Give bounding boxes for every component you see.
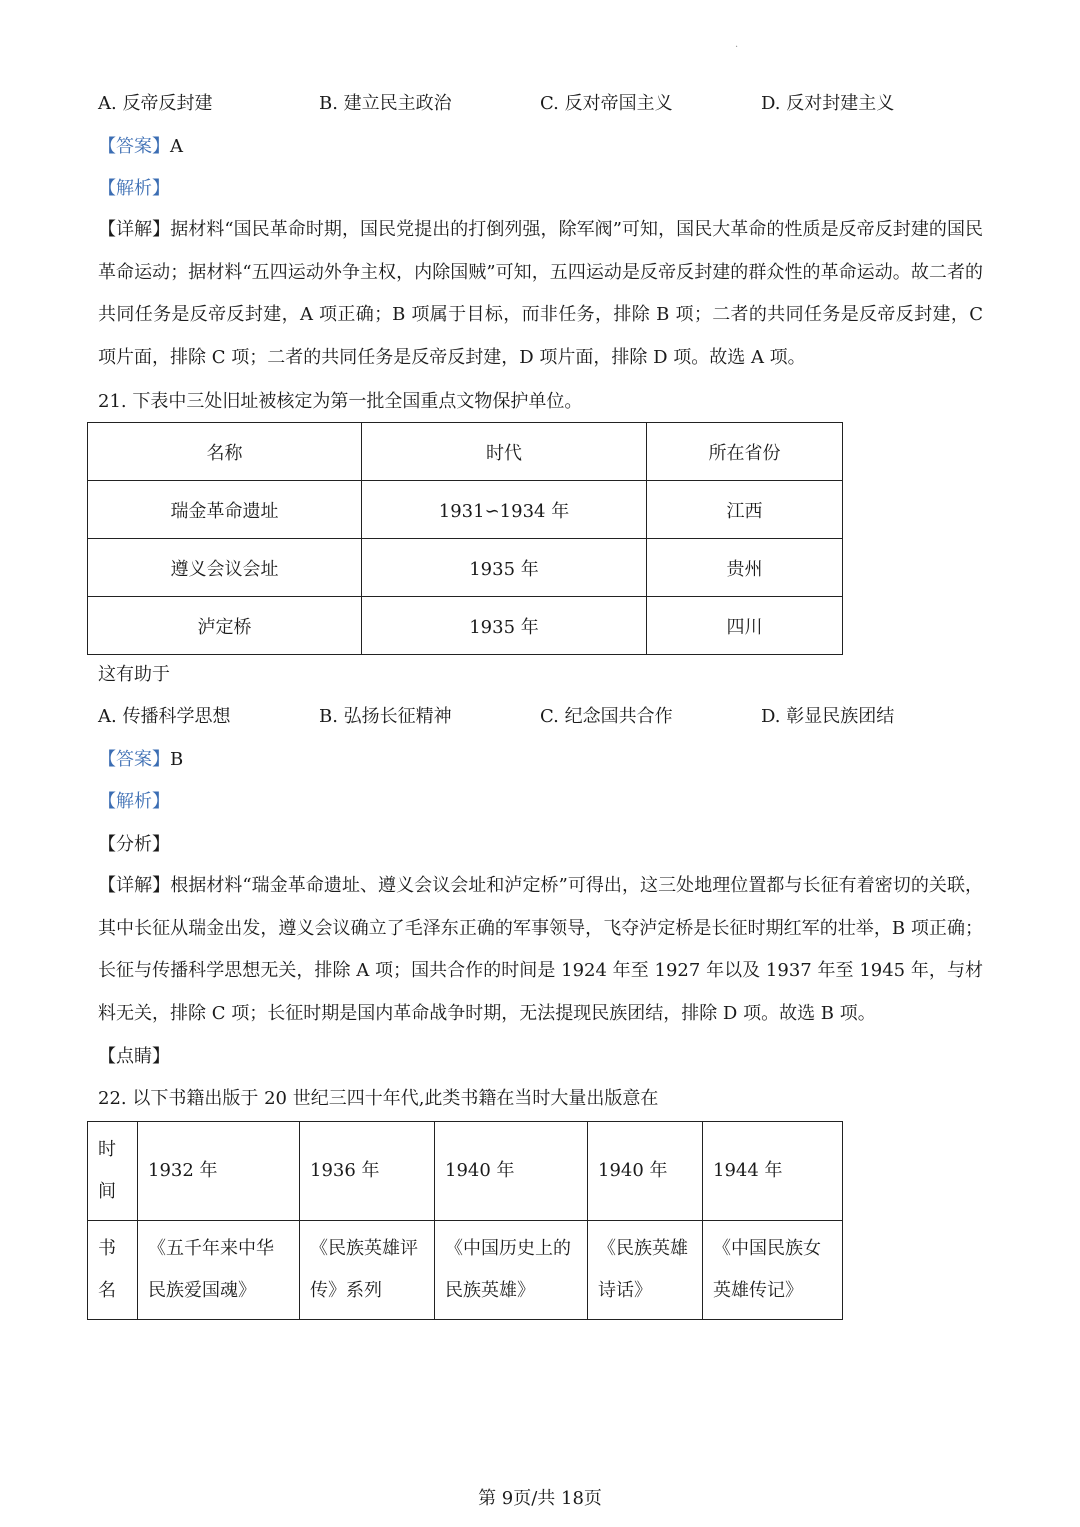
q20-option-c: C. 反对帝国主义 — [540, 93, 673, 114]
table-cell: 瑞金革命遗址 — [88, 481, 362, 539]
table-cell: 1931∽1934 年 — [362, 481, 647, 539]
q21-option-d: D. 彰显民族团结 — [761, 706, 895, 727]
q21-fenxi-tag: 【分析】 — [98, 834, 170, 855]
table-row — [88, 539, 843, 597]
q20-detail: 【详解】据材料“国民革命时期，国民党提出的打倒列强，除军阀”可知，国民大革命的性质是反帝反封建的国民革命运动；据材料“五四运动外争主权，内除国贼”可知，五四运动是反帝反封建的群众性的革命运动。故二者的共同任务是反帝反封建，A 项正确；B 项属于目标，而非任务，排除 B 项；二者的共同任务是反帝反封建，C 项片面，排除 C 项；二者的共同任务是反帝反封建，D 项片面，排除 D 项。故选 A 项。 — [98, 219, 983, 368]
q20-option-d: D. 反对封建主义 — [761, 93, 895, 114]
table-cell: 1935 年 — [362, 539, 647, 597]
q21-analysis-tag: 【解析】 — [98, 791, 170, 812]
book-cell: 《中国民族女英雄传记》 — [703, 1221, 843, 1320]
year-cell: 1940 年 — [435, 1122, 588, 1221]
answer-value: B — [170, 749, 184, 770]
book-cell: 《中国历史上的民族英雄》 — [435, 1221, 588, 1320]
year-cell: 1932 年 — [138, 1122, 300, 1221]
q21-answer — [98, 748, 183, 772]
table-cell: 四川 — [647, 597, 843, 655]
table-cell: 遵义会议会址 — [88, 539, 362, 597]
q20-answer — [98, 135, 183, 159]
q21-stem: 21. 下表中三处旧址被核定为第一批全国重点文物保护单位。 — [98, 391, 583, 412]
q20-option-a: A. 反帝反封建 — [98, 93, 213, 114]
row-label-cell: 书名 — [88, 1221, 138, 1320]
stray-dot: · — [735, 42, 739, 53]
page-footer: 第 9页/共 18页 — [478, 1488, 602, 1509]
q20-analysis-tag: 【解析】 — [98, 178, 170, 199]
q21-follow: 这有助于 — [98, 664, 170, 685]
q21-table — [87, 422, 843, 655]
q21-dianjing-tag: 【点睛】 — [98, 1046, 170, 1067]
table-header-cell: 所在省份 — [647, 423, 843, 481]
year-cell: 1936 年 — [300, 1122, 435, 1221]
table-header-cell: 时代 — [362, 423, 647, 481]
book-cell: 《民族英雄评传》系列 — [300, 1221, 435, 1320]
table-header-cell: 名称 — [88, 423, 362, 481]
q21-option-b: B. 弘扬长征精神 — [319, 706, 452, 727]
q21-detail: 【详解】根据材料“瑞金革命遗址、遵义会议会址和泸定桥”可得出，这三处地理位置都与长征有着密切的关联，其中长征从瑞金出发，遵义会议确立了毛泽东正确的军事领导，飞夺泸定桥是长征时期红军的壮举，B 项正确；长征与传播科学思想无关，排除 A 项；国共合作的时间是 1924 年至 1927 年以及 1937 年至 1945 年，与材料无关，排除 C 项；长征时期是国内革命战争时期，无法提现民族团结，排除 D 项。故选 B 项。 — [98, 875, 983, 1024]
table-cell: 1935 年 — [362, 597, 647, 655]
q21-option-c: C. 纪念国共合作 — [540, 706, 673, 727]
table-row — [88, 481, 843, 539]
q20-option-b: B. 建立民主政治 — [319, 93, 452, 114]
q21-option-a: A. 传播科学思想 — [98, 706, 231, 727]
row-label-cell: 时间 — [88, 1122, 138, 1221]
answer-tag: 【答案】 — [98, 749, 170, 770]
year-cell: 1944 年 — [703, 1122, 843, 1221]
q22-table — [87, 1121, 843, 1320]
book-cell: 《民族英雄诗话》 — [588, 1221, 703, 1320]
table-cell: 贵州 — [647, 539, 843, 597]
table-row — [88, 1122, 843, 1221]
table-cell: 江西 — [647, 481, 843, 539]
table-row — [88, 1221, 843, 1320]
answer-value: A — [170, 136, 183, 157]
q22-stem: 22. 以下书籍出版于 20 世纪三四十年代,此类书籍在当时大量出版意在 — [98, 1088, 659, 1109]
answer-tag: 【答案】 — [98, 136, 170, 157]
year-cell: 1940 年 — [588, 1122, 703, 1221]
table-cell: 泸定桥 — [88, 597, 362, 655]
book-cell: 《五千年来中华民族爱国魂》 — [138, 1221, 300, 1320]
table-row — [88, 597, 843, 655]
